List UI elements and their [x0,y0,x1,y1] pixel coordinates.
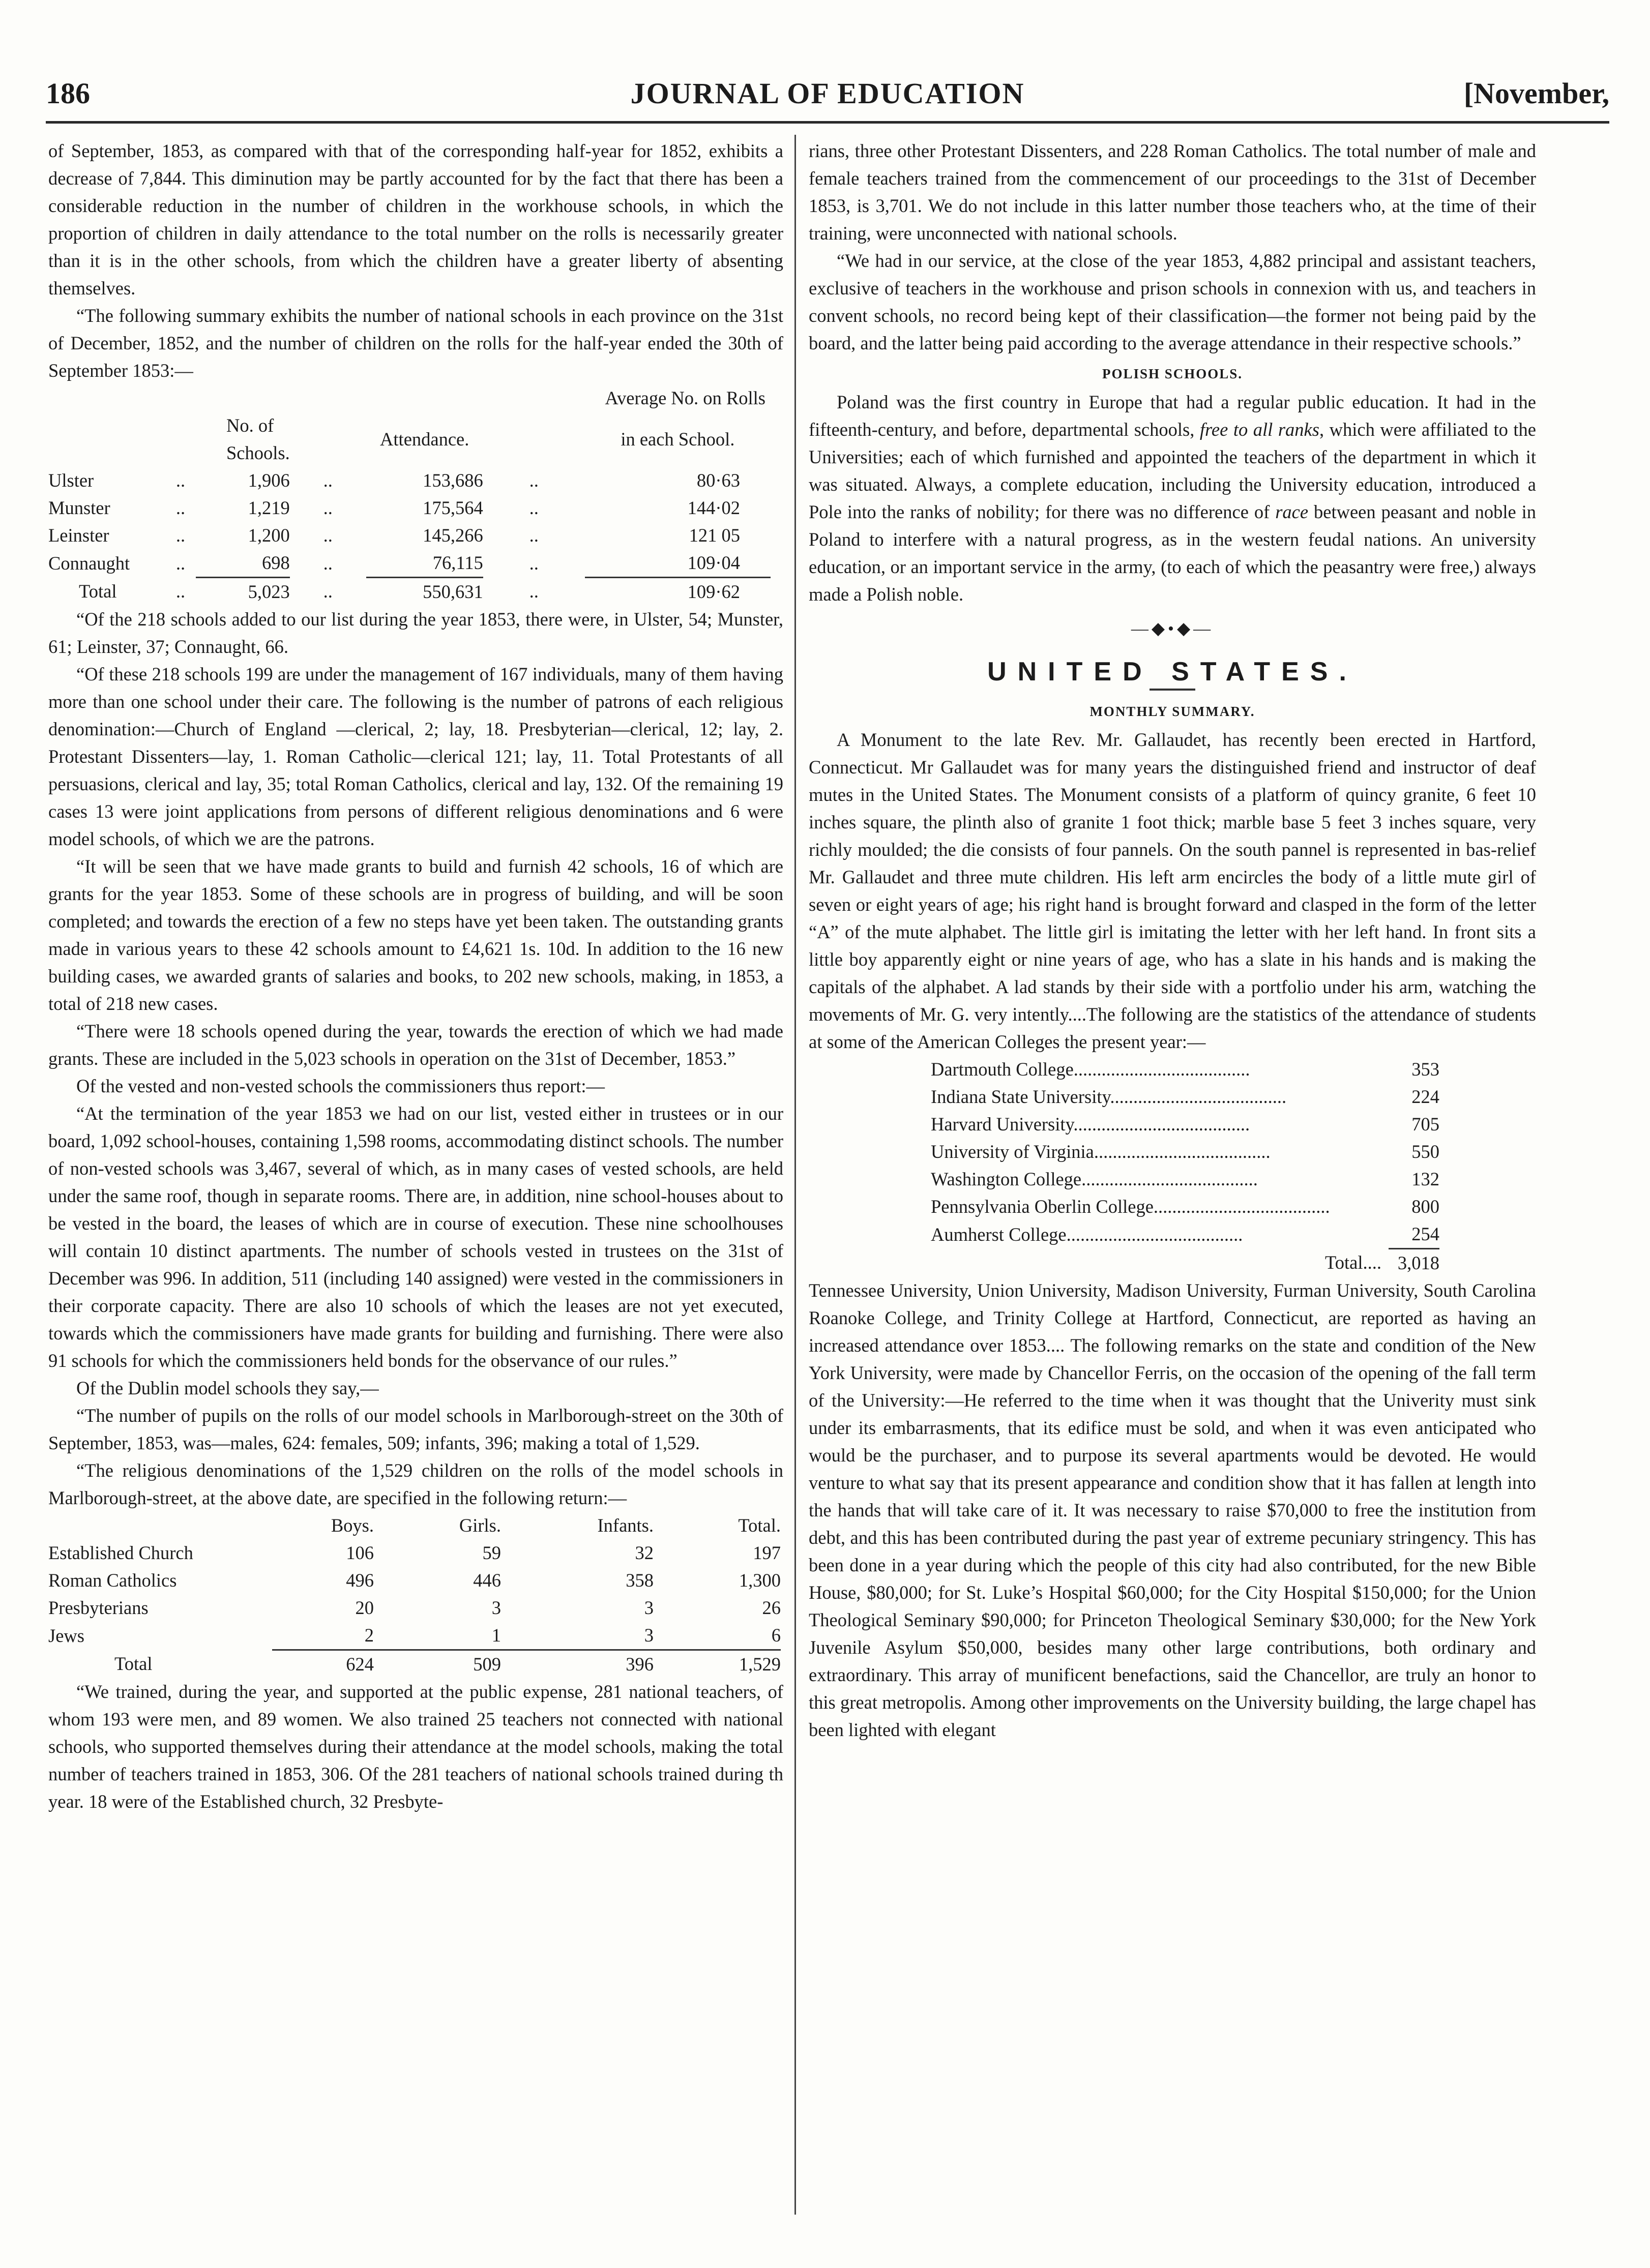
schools-cell: 1,200 [248,525,290,546]
attendance-cell: 76,115 [432,552,483,573]
table-row [48,1622,781,1650]
column-header-average-2: in each School. [621,429,735,450]
paragraph: “The religious denominations of the 1,529 children on the rolls of the model schools in Marlborough-street, at the above date, are specified in the following return:— [48,1460,783,1508]
attendance-cell: 175,564 [423,497,483,518]
college-name: University of Virginia...................................... [931,1141,1271,1162]
boys-cell: 2 [364,1625,374,1646]
polish-schools-heading: POLISH SCHOOLS. [1102,366,1243,381]
total-label: Total [79,581,117,602]
total-count: 3,018 [1389,1249,1439,1277]
section-title: UNITED STATES. [987,657,1358,687]
paragraph: “Of the 218 schools added to our list during the year 1853, there were, in Ulster, 54; Munster, 61; Leinster, 37; Connaught, 66. [48,609,783,657]
girls-cell: 3 [491,1597,501,1618]
issue-month: [November, [1463,77,1609,110]
table-row [931,1220,1439,1249]
total-attendance: 550,631 [366,578,483,606]
province-cell: Connaught [48,552,130,574]
column-header-average-1: Average No. on Rolls [605,387,765,408]
paragraph: of September, 1853, as compared with that of the corresponding half-year for 1852, exhibits a decrease of 7,844. This diminution may be partly accounted for by the fact that there has been a considerable reduction in the number of children in the workhouse schools, in which the proportion of children in daily attendance to the total number on the rolls is necessarily greater than it is in the other schools, from which the children have a greater liberty of absenting themselves. [48,140,783,299]
total-cell: 6 [771,1625,781,1646]
paragraph: Of the Dublin model schools they say,— [76,1378,379,1398]
infants-cell: 358 [626,1570,654,1591]
college-name: Indiana State University...................................... [931,1086,1287,1107]
table-header-row [48,412,771,467]
paragraph: “We trained, during the year, and supported at the public expense, 281 national teachers, of whom 193 were men, and 89 women. We also trained 25 teachers not connected with national schools, who supported themselves during their attendance at the model schools, making the total number of teachers trained in 1853, 306. Of the 281 teachers of national schools trained during th year. 18 were of the Established church, 32 Presbyte- [48,1681,783,1812]
column-header-total: Total. [738,1515,781,1536]
running-header [46,76,1609,117]
table-total-row [931,1249,1439,1277]
title-rule [1150,689,1195,691]
college-count: 705 [1411,1114,1439,1135]
college-attendance-table [931,1056,1439,1277]
column-header-attendance: Attendance. [380,429,469,450]
average-cell: 109·04 [687,552,740,573]
college-name: Washington College...................................... [931,1169,1258,1189]
table-row [931,1138,1439,1166]
page-number: 186 [46,77,90,110]
average-cell: 144·02 [687,497,740,518]
average-cell: 80·63 [696,470,740,491]
paragraph: “The following summary exhibits the number of national schools in each province on the 31st of December, 1852, and the number of children on the rolls for the half-year ended the 30th of September 1853:— [48,305,783,381]
paragraph: “The number of pupils on the rolls of our model schools in Marlborough-street on the 30th of September, 1853, was—males, 624: females, 509; infants, 396; making a total of 1,529. [48,1405,783,1453]
infants-cell: 3 [644,1597,654,1618]
table-row: Connaught .. 698 .. 76,115 .. 109·04 [48,549,771,578]
schools-cell: 1,906 [248,470,290,491]
college-count: 550 [1411,1141,1439,1162]
monthly-summary-heading: MONTHLY SUMMARY. [1089,704,1255,719]
column-header-girls: Girls. [459,1515,501,1536]
paragraph: rians, three other Protestant Dissenters, and 228 Roman Catholics. The total number of male and female teachers trained from the commencement of our proceedings to the 31st of December 1853, is 3,701. We do not include in this latter number those teachers who, at the time of their training, were unconnected with national schools. [809,140,1536,244]
infants-cell: 3 [644,1625,654,1646]
boys-cell: 496 [346,1570,374,1591]
total-cell: 197 [753,1542,781,1563]
table-row [48,1594,781,1622]
total-girls: 509 [374,1650,501,1679]
total-cell: 26 [762,1597,781,1618]
paragraph: “At the termination of the year 1853 we had on our list, vested either in trustees or in our board, 1,092 school-houses, containing 1,598 rooms, accommodating distinct schools. The number of non-vested schools was 3,467, several of which, as in many cases of vested schools, are held under the same roof, though in separate rooms. There are, in addition, nine school-houses about to be vested in the board, the leases of which are in course of execution. These nine schoolhouses will contain 10 distinct apartments. The number of schools vested in trustees on the 31st of December was 996. In addition, 511 (including 140 assigned) were vested in the commissioners in their corporate capacity. There are also 10 schools of which the leases are not yet executed, towards which the commissioners have made grants for building and furnishing. There were also 91 schools for which the commissioners held bonds for the observance of our rules.” [48,1103,783,1371]
paragraph: “Of these 218 schools 199 are under the management of 167 individuals, many of them having more than one school under their care. The following is the number of patrons of each religious denomination:—Church of England —clerical, 2; lay, 18. Presbyterian—clerical, 12; lay, 2. Protestant Dissenters—lay, 1. Roman Catholic—clerical 121; lay, 11. Total Protestants of all persuasions, clerical and lay, 35; total Roman Catholics, clerical and lay, 132. Of the remaining 19 cases 13 were joint applications from persons of different religious denominations and 6 were model schools, of which we are the patrons. [48,664,783,849]
section-ornament: —◆•◆— [1131,619,1214,638]
total-schools: 5,023 [196,578,290,606]
table-row [48,1567,781,1594]
column-divider [794,135,796,2215]
paragraph: Tennessee University, Union University, Madison University, Furman University, South Carolina Roanoke College, and Trinity College at Hartford, Connecticut, are reported as having an increased attendance over 1853.... The following remarks on the state and condition of the New York University, were made by Chancellor Ferris, on the occasion of the opening of the fall term of the University:—He referred to the time when it was thought that the Univerity must sink under its embarrasments, that its edifice must be sold, and when it was even anticipated who would be the purchaser, and to purpose its several apartments would be devoted. He would venture to what say that its present appearance and condition show that it has fallen at length into the hands that will take care of it. It was necessary to raise $70,000 to free the institution from debt, and this has been contributed during the past year of extreme pecuniary stringency. This has been done in a year during which the people of this city had also contributed, for the new Bible House, $80,000; for St. Luke’s Hospital $60,000; for the City Hospital $150,000; for the Union Theological Seminary $90,000; for Princeton Theological Seminary $30,000; for the New York Juvenile Asylum $50,000, besides many other large contributions, both ordinary and extraordinary. This array of munificent benefactions, said the Chancellor, are truly an honor to this great metropolis. Among other improvements on the University building, the large chapel has been lighted with elegant [809,1280,1536,1740]
infants-cell: 32 [635,1542,654,1563]
province-schools-table [48,384,771,606]
table-header-row [48,1512,781,1539]
column-header-infants: Infants. [597,1515,654,1536]
boys-cell: 106 [346,1542,374,1563]
attendance-cell: 145,266 [423,525,483,546]
paragraph: Poland was the first country in Europe that had a regular public education. It had in the fifteenth-century, and before, departmental schools, free to all ranks, which were affiliated to the Universities; each of which furnished and appointed the teachers of the department in which it was situated. Always, a complete education, including the University education, introduced a Pole into the ranks of nobility; for there was no difference of race between peasant and noble in Poland to interfere with a natural progress, as in the western feudal nations. An university education, or an important service in the army, (to each of which the peasantry were free,) always made a Polish noble. [809,392,1536,605]
table-row [931,1083,1439,1111]
college-count: 224 [1411,1086,1439,1107]
boys-cell: 20 [355,1597,374,1618]
province-cell: Leinster [48,525,109,546]
schools-cell: 698 [261,552,290,573]
column-header-schools: No. of Schools. [226,415,290,463]
paragraph: A Monument to the late Rev. Mr. Gallaudet, has recently been erected in Hartford, Connecticut. Mr Gallaudet was for many years the distinguished friend and instructor of deaf mutes in the United States. The Monument consists of a platform of quincy granite, 6 feet 10 inches square, the plinth also of granite 1 foot thick; marble base 5 feet 3 inches square, very richly moulded; the die consists of four pannels. On the south pannel is represented in bas-relief Mr. Gallaudet and three mute children. His left arm encircles the body of a little mute girl of seven or eight years of age; his right hand is brought forward and clasped in the form of the letter “A” of the mute alphabet. The little girl is imitating the letter with her left hand. In front sits a little boy apparently eight or nine years of age, who has a slate in his hands and is making the capitals of the alphabet. A lad stands by their side with a portfolio under his arm, watching the movements of Mr. G. very intently....The following are the statistics of the attendance of students at some of the American Colleges the present year:— [809,729,1536,1052]
college-name: Harvard University...................................... [931,1114,1250,1135]
table-row [931,1056,1439,1083]
girls-cell: 1 [491,1625,501,1646]
journal-title: JOURNAL OF EDUCATION [630,77,1025,110]
province-cell: Munster [48,497,110,518]
schools-cell: 1,219 [248,497,290,518]
paragraph: “It will be seen that we have made grants to build and furnish 42 schools, 16 of which are grants for the year 1853. Some of these schools are in progress of building, and will be soon completed; and towards the erection of a few no steps have yet been taken. The outstanding grants made in various years to these 42 schools amount to £4,621 1s. 10d. In addition to the 16 new building cases, we awarded grants of salaries and books, to 202 new schools, making, in 1853, a total of 218 new cases. [48,856,783,1014]
college-name: Aumherst College...................................... [931,1223,1243,1245]
college-count: 800 [1411,1196,1439,1217]
table-total-row: Total .. 5,023 .. 550,631 .. 109·62 [48,578,771,606]
emphasis: free to all ranks [1199,419,1319,440]
table-row: Leinster .. 1,200 .. 145,266 .. 121 05 [48,522,771,549]
denomination-cell: Established Church [48,1542,193,1563]
college-name: Pennsylvania Oberlin College...................................... [931,1196,1330,1217]
table-row: Ulster .. 1,906 .. 153,686 .. 80·63 [48,467,771,494]
paragraph: Of the vested and non-vested schools the commissioners thus report:— [76,1076,605,1096]
denomination-cell: Presbyterians [48,1597,149,1618]
paragraph: “There were 18 schools opened during the year, towards the erection of which we had made grants. These are included in the 5,023 schools in operation on the 31st of December, 1853.” [48,1021,783,1069]
total-boys: 624 [272,1650,374,1679]
denomination-cell: Jews [48,1625,84,1646]
denomination-cell: Roman Catholics [48,1570,177,1591]
paragraph: “We had in our service, at the close of the year 1853, 4,882 principal and assistant teachers, exclusive of teachers in the workhouse and prison schools in connexion with us, and teachers in convent schools, no record being kept of their classification—the former not being paid by the board, and the latter being paid according to the average attendance in their respective schools.” [809,250,1536,353]
table-header-row [48,384,771,412]
left-column [48,137,783,1815]
college-count: 353 [1411,1059,1439,1080]
table-row: Munster .. 1,219 .. 175,564 .. 144·02 [48,494,771,522]
girls-cell: 446 [473,1570,501,1591]
total-infants: 396 [501,1650,654,1679]
college-count: 132 [1411,1169,1439,1189]
college-name: Dartmouth College...................................... [931,1059,1250,1080]
column-header-boys: Boys. [331,1515,374,1536]
total-cell: 1,300 [739,1570,781,1591]
total-total: 1,529 [654,1650,781,1679]
religious-denominations-table [48,1512,781,1678]
total-label: Total [114,1653,153,1675]
table-row [48,1539,781,1567]
total-label: Total.... [1325,1252,1381,1273]
header-rule [46,121,1609,124]
girls-cell: 59 [482,1542,501,1563]
right-column [809,137,1536,1744]
college-count: 254 [1411,1223,1439,1244]
province-cell: Ulster [48,470,94,491]
table-row [931,1193,1439,1220]
total-average: 109·62 [585,578,771,606]
table-row [931,1111,1439,1138]
emphasis: race [1275,501,1309,522]
table-row [931,1166,1439,1193]
average-cell: 121 05 [689,525,740,546]
attendance-cell: 153,686 [423,470,483,491]
table-total-row [48,1650,781,1679]
